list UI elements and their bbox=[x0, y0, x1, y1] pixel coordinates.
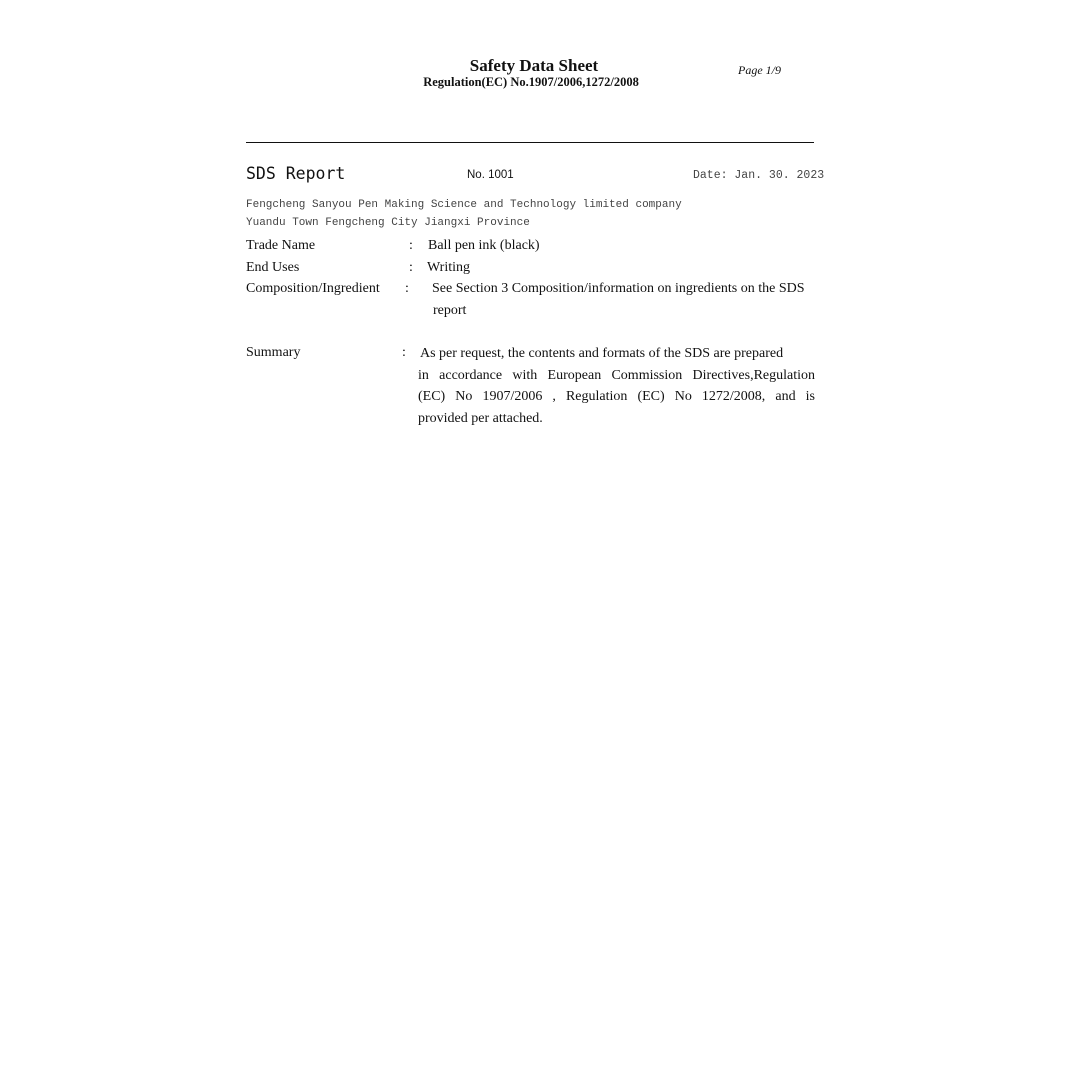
report-heading: SDS Report bbox=[246, 164, 346, 183]
composition-value-line-1: See Section 3 Composition/information on ingredients on the SDS bbox=[432, 281, 805, 296]
company-address: Yuandu Town Fengcheng City Jiangxi Province bbox=[246, 217, 530, 229]
summary-paragraph bbox=[418, 343, 815, 429]
trade-name-label: Trade Name bbox=[246, 238, 316, 253]
end-uses-label: End Uses bbox=[246, 260, 300, 275]
summary-line-1: As per request, the contents and formats of the SDS are prepared bbox=[420, 346, 784, 361]
summary-label: Summary bbox=[246, 345, 301, 360]
summary-line-3: (EC) No 1907/2006 , Regulation (EC) No 1272/2008, and is bbox=[418, 389, 815, 404]
end-uses-value: Writing bbox=[427, 260, 470, 275]
report-date: Date: Jan. 30. 2023 bbox=[693, 169, 825, 182]
regulation-subtitle: Regulation(EC) No.1907/2006,1272/2008 bbox=[423, 75, 639, 89]
end-uses-colon: : bbox=[409, 260, 413, 275]
page-number: Page 1/9 bbox=[738, 63, 781, 77]
composition-value-line-2: report bbox=[433, 303, 467, 318]
header-divider bbox=[246, 142, 814, 143]
trade-name-colon: : bbox=[409, 238, 413, 253]
report-number: No. 1001 bbox=[467, 169, 514, 181]
summary-colon: : bbox=[402, 345, 406, 360]
summary-line-2: in accordance with European Commission Directives,Regulation bbox=[418, 367, 815, 383]
composition-label: Composition/Ingredient bbox=[246, 281, 380, 296]
trade-name-value: Ball pen ink (black) bbox=[428, 238, 540, 253]
composition-colon: : bbox=[405, 281, 409, 296]
document-title: Safety Data Sheet bbox=[469, 56, 599, 75]
company-name: Fengcheng Sanyou Pen Making Science and Technology limited company bbox=[246, 199, 682, 211]
summary-line-4: provided per attached. bbox=[418, 410, 543, 426]
